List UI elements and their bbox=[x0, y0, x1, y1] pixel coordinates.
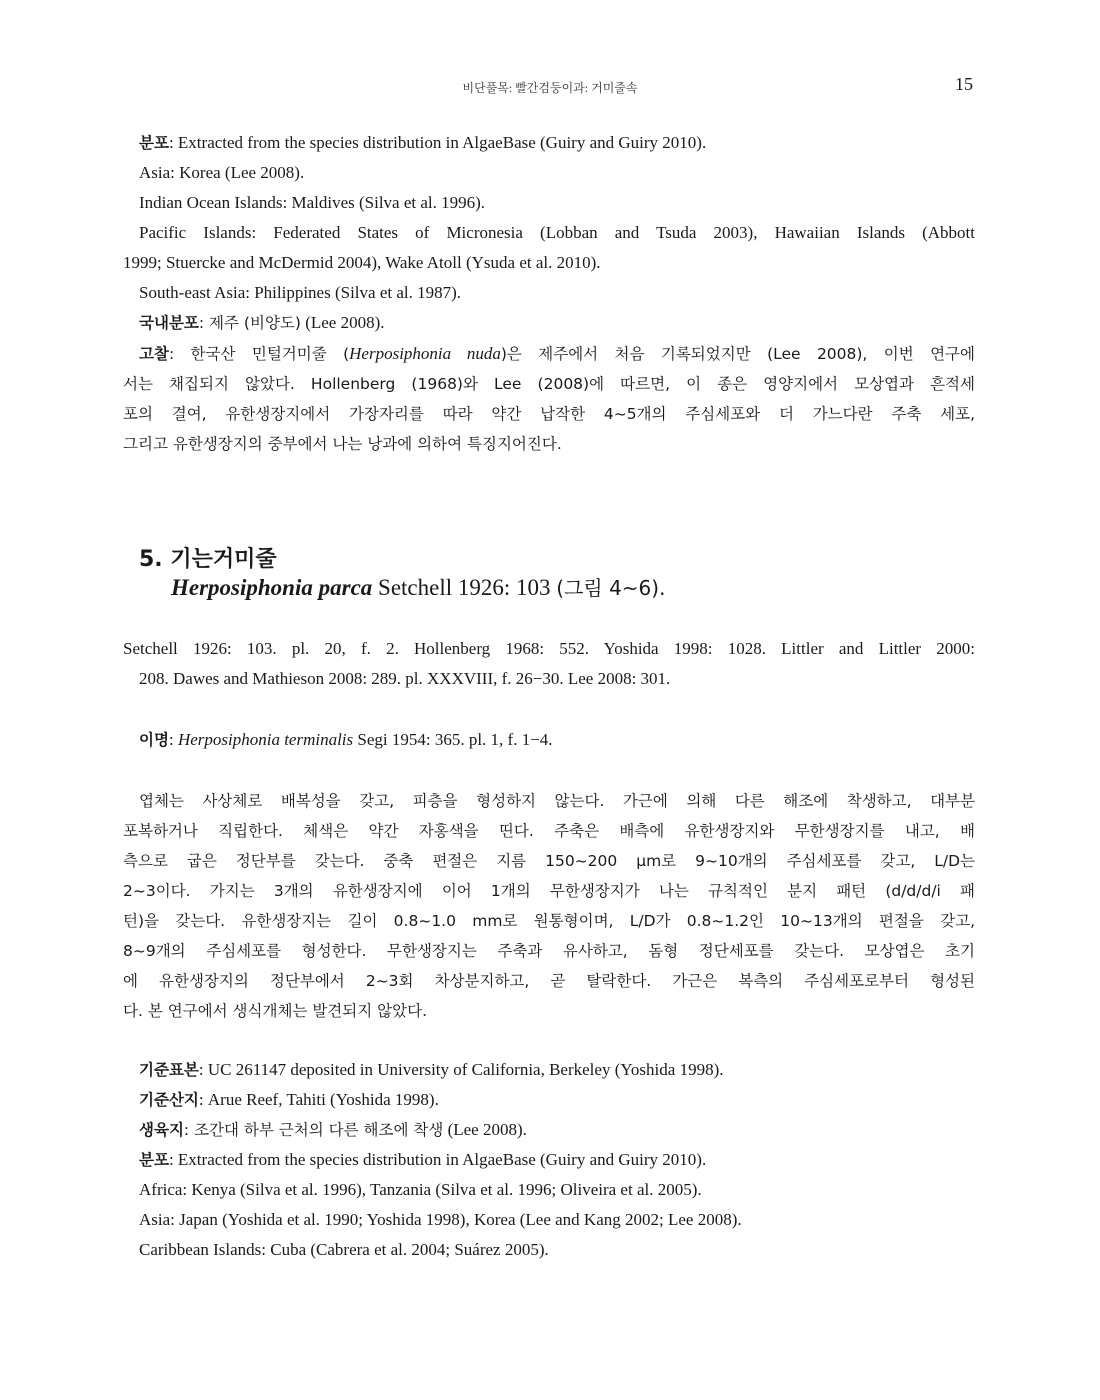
distribution-caribbean: Caribbean Islands: Cuba (Cabrera et al. 2004; Suárez 2005). bbox=[139, 1240, 549, 1259]
distribution-pacific-line-1: Pacific Islands: Federated States of Micronesia (Lobban and Tsuda 2003), Hawaiian Islands (Abbott bbox=[139, 223, 975, 242]
remark-line-2: 서는 채집되지 않았다. Hollenberg (1968)와 Lee (2008)에 따르면, 이 종은 영양지에서 모상엽과 흔적세 bbox=[123, 375, 975, 393]
distribution-pacific-line-2: 1999; Stuercke and McDermid 2004), Wake Atoll (Ysuda et al. 2010). bbox=[123, 253, 601, 272]
remark-line-4: 그리고 유한생장지의 중부에서 나는 낭과에 의하여 특징지어진다. bbox=[123, 435, 562, 453]
habitat-ref: (Lee 2008). bbox=[443, 1120, 527, 1139]
figure-reference: (그림 4~6). bbox=[556, 576, 666, 600]
references-line-1: Setchell 1926: 103. pl. 20, f. 2. Hollenberg 1968: 552. Yoshida 1998: 1028. Littler and Littler 2000: bbox=[123, 639, 975, 658]
domestic-distribution-label: 국내분포 bbox=[139, 314, 199, 332]
description-line-6: 8~9개의 주심세포를 형성한다. 무한생장지는 주축과 유사하고, 돔형 정단세포를 갖는다. 모상엽은 초기 bbox=[123, 942, 975, 960]
running-header bbox=[0, 76, 1100, 96]
description-line-5: 턴)을 갖는다. 유한생장지는 길이 0.8~1.0 mm로 원통형이며, L/D가 0.8~1.2인 10~13개의 편절을 갖고, bbox=[123, 912, 975, 930]
description-line-7: 에 유한생장지의 정단부에서 2~3회 차상분지하고, 곧 탈락한다. 가근은 복측의 주심세포로부터 형성된 bbox=[123, 972, 975, 990]
type-specimen-text: : UC 261147 deposited in University of California, Berkeley (Yoshida 1998). bbox=[198, 1060, 724, 1079]
description-line-8: 다. 본 연구에서 생식개체는 발견되지 않았다. bbox=[123, 1002, 428, 1020]
species-name: Herposiphonia parca bbox=[171, 575, 373, 600]
type-locality-text: : Arue Reef, Tahiti (Yoshida 1998). bbox=[198, 1090, 439, 1109]
distribution-africa: Africa: Kenya (Silva et al. 1996), Tanzania (Silva et al. 1996; Oliveira et al. 2005). bbox=[139, 1180, 702, 1199]
distribution-southeast-asia: South-east Asia: Philippines (Silva et al. 1987). bbox=[139, 283, 462, 302]
distribution-asia-2: Asia: Japan (Yoshida et al. 1990; Yoshida 1998), Korea (Lee and Kang 2002; Lee 2008). bbox=[139, 1210, 742, 1229]
synonym-species: Herposiphonia terminalis bbox=[177, 730, 354, 749]
domestic-distribution-line bbox=[139, 313, 385, 333]
distribution-asia: Asia: Korea (Lee 2008). bbox=[139, 163, 305, 182]
distribution-label: 분포 bbox=[139, 134, 169, 152]
references-line-2: 208. Dawes and Mathieson 2008: 289. pl. XXXVIII, f. 26−30. Lee 2008: 301. bbox=[139, 669, 671, 688]
type-specimen-label: 기준표본 bbox=[139, 1061, 199, 1079]
distribution-indian-ocean: Indian Ocean Islands: Maldives (Silva et al. 1996). bbox=[139, 193, 486, 212]
description-line-4: 2~3이다. 가지는 3개의 유한생장지에 이어 1개의 무한생장지가 나는 규칙적인 분지 패턴 (d/d/d/i 패 bbox=[123, 882, 975, 900]
remark-species: Herposiphonia nuda bbox=[349, 344, 501, 363]
remark-line-3: 포의 결여, 유한생장지에서 가장자리를 따라 약간 납작한 4~5개의 주심세포와 더 가느다란 주축 세포, bbox=[123, 405, 975, 423]
synonym-text: Segi 1954: 365. pl. 1, f. 1−4. bbox=[353, 730, 553, 749]
habitat-text: : 조간대 하부 근처의 다른 해조에 착생 bbox=[183, 1121, 444, 1139]
distribution-line-2 bbox=[139, 1150, 706, 1170]
type-specimen-line bbox=[139, 1060, 723, 1080]
species-author: Setchell 1926: 103 bbox=[372, 575, 557, 600]
page-number: 15 bbox=[955, 74, 973, 94]
distribution-label-2: 분포 bbox=[139, 1151, 169, 1169]
remark-line-1: 고찰: 한국산 민털거미줄 (Herposiphonia nuda)은 제주에서 처음 기록되었지만 (Lee 2008), 이번 연구에 bbox=[139, 344, 975, 363]
description-line-1: 엽체는 사상체로 배복성을 갖고, 피층을 형성하지 않는다. 가근에 의해 다른 해조에 착생하고, 대부분 bbox=[139, 792, 975, 810]
section-title: 5. 기는거미줄 bbox=[139, 547, 277, 572]
domestic-distribution-text: : 제주 (비양도) bbox=[198, 314, 301, 332]
domestic-distribution-ref: (Lee 2008). bbox=[300, 313, 385, 332]
habitat-line bbox=[139, 1120, 527, 1140]
distribution-text: : Extracted from the species distribution in AlgaeBase (Guiry and Guiry 2010). bbox=[168, 133, 707, 152]
remark-label: 고찰 bbox=[139, 345, 169, 363]
distribution-text-2: : Extracted from the species distribution in AlgaeBase (Guiry and Guiry 2010). bbox=[168, 1150, 707, 1169]
habitat-label: 생육지 bbox=[139, 1121, 184, 1139]
synonym-line: 이명: Herposiphonia terminalis Segi 1954: 365. pl. 1, f. 1−4. bbox=[139, 730, 553, 749]
running-title: 비단풀목: 빨간검둥이과: 거미줄속 bbox=[462, 81, 638, 95]
type-locality-line bbox=[139, 1090, 439, 1110]
description-line-3: 측으로 굽은 정단부를 갖는다. 중축 편절은 지름 150~200 μm로 9~10개의 주심세포를 갖고, L/D는 bbox=[123, 852, 975, 870]
distribution-line bbox=[139, 133, 706, 153]
type-locality-label: 기준산지 bbox=[139, 1091, 199, 1109]
synonym-label: 이명 bbox=[139, 731, 169, 749]
species-heading bbox=[171, 574, 665, 602]
description-line-2: 포복하거나 직립한다. 체색은 약간 자홍색을 띤다. 주축은 배측에 유한생장지와 무한생장지를 내고, 배 bbox=[123, 822, 975, 840]
